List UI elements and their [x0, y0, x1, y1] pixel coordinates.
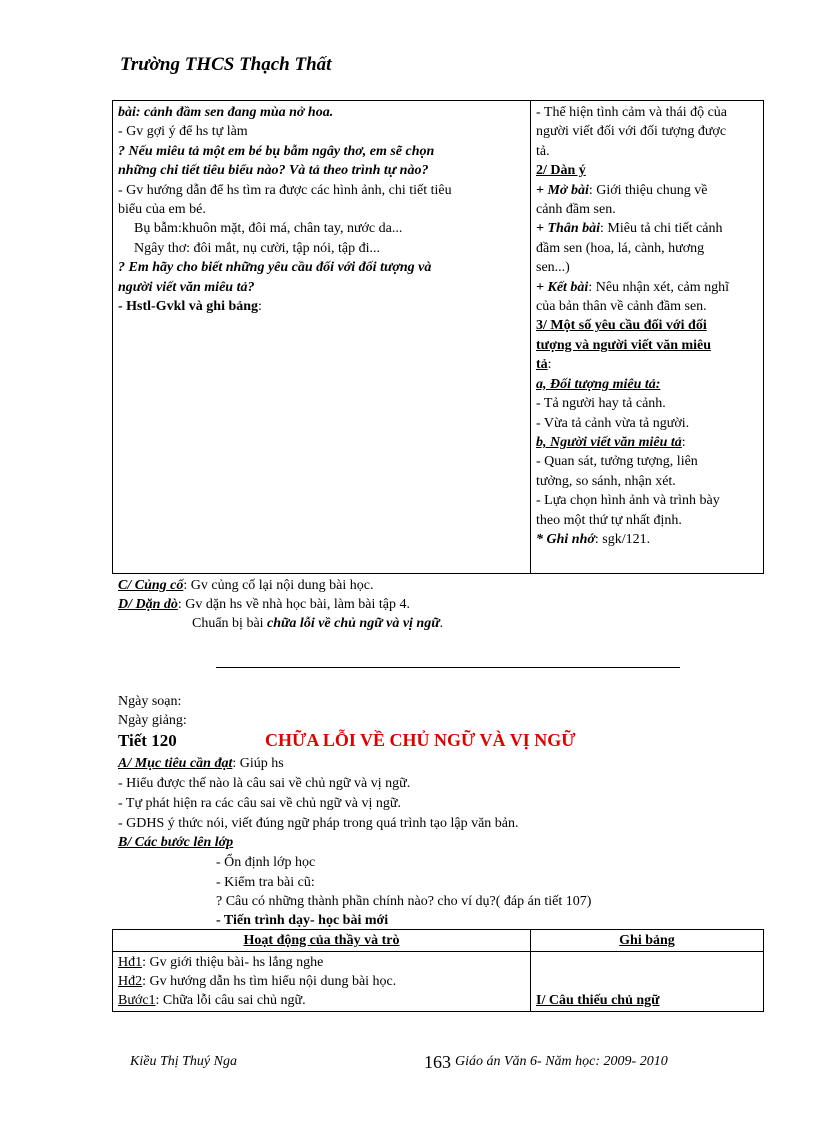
board-heading: 3/ Một số yêu cầu đối với đối: [536, 318, 707, 334]
board-line: - Tả người hay tả cảnh.: [536, 396, 666, 412]
school-name: Trường THCS Thạch Thất: [120, 54, 332, 75]
activity-line: bài: cảnh đầm sen đang mùa nở hoa.: [118, 105, 334, 120]
lesson-title: CHỮA LỖI VỀ CHỦ NGỮ VÀ VỊ NGỮ: [265, 730, 576, 750]
board-line: sen...): [536, 260, 570, 276]
steps-heading: B/ Các bước lên lớp: [118, 835, 234, 850]
document-info: Giáo án Văn 6- Năm học: 2009- 2010: [455, 1054, 668, 1069]
activity-line: biểu của em bé.: [118, 202, 206, 218]
page-number: 163: [424, 1052, 451, 1072]
board-line: theo một thứ tự nhất định.: [536, 512, 682, 528]
activity-row: Bước1: Chữa lỗi câu sai chủ ngữ.: [118, 993, 306, 1008]
board-section-heading: I/ Câu thiếu chủ ngữ: [536, 993, 660, 1008]
board-line: tả.: [536, 143, 550, 159]
board-line: đầm sen (hoa, lá, cành, hương: [536, 240, 705, 256]
activity-line: Ngây thơ: đôi mắt, nụ cười, tập nói, tập đi...: [134, 240, 380, 256]
board-line: - Lựa chọn hình ảnh và trình bày: [536, 493, 720, 509]
objectives-heading: A/ Mục tiêu cần đạt: Giúp hs: [118, 756, 284, 771]
activity-line: - Gv gợi ý để hs tự làm: [118, 124, 248, 140]
lesson-table-continued: [112, 100, 764, 574]
board-line: - Quan sát, tưởng tượng, liên: [536, 454, 698, 470]
board-subheading: a, Đối tượng miêu tả:: [536, 376, 661, 392]
table-header-activity: Hoạt động của thầy và trò: [113, 930, 531, 952]
board-line: tưởng, so sánh, nhận xét.: [536, 473, 676, 489]
objective-item: - GDHS ý thức nói, viết đúng ngữ pháp trong quá trình tạo lập văn bản.: [118, 816, 519, 831]
board-line: + Kết bài: Nêu nhận xét, cảm nghĩ: [536, 279, 730, 295]
board-line: của bản thân về cảnh đầm sen.: [536, 299, 707, 315]
activity-line: người viết văn miêu tả?: [118, 279, 255, 295]
lesson-number: Tiết 120: [118, 731, 177, 750]
activity-line: - Hstl-Gvkl và ghi bảng:: [118, 299, 262, 315]
board-line: + Thân bài: Miêu tả chi tiết cảnh: [536, 221, 723, 237]
activity-line: ? Em hãy cho biết những yêu cầu đối với đối tượng và: [118, 260, 432, 276]
step-item: - Kiểm tra bài cũ:: [216, 875, 315, 890]
board-line: * Ghi nhớ: sgk/121.: [536, 531, 651, 547]
prep-date: Ngày soạn:: [118, 694, 182, 709]
board-line: + Mở bài: Giới thiệu chung về: [536, 182, 708, 198]
consolidation-line: C/ Củng cố: Gv củng cố lại nội dung bài học.: [118, 578, 374, 593]
board-heading: tượng và người viết văn miêu: [536, 337, 712, 353]
board-subheading: b, Người viết văn miêu tả:: [536, 434, 686, 450]
objective-item: - Tự phát hiện ra các câu sai về chủ ngữ và vị ngữ.: [118, 796, 401, 811]
author-name: Kiều Thị Thuý Nga: [130, 1054, 237, 1069]
board-line: cảnh đầm sen.: [536, 202, 616, 218]
board-column: [531, 101, 764, 574]
activity-line: những chi tiết tiêu biểu nào? Và tả theo trình tự nào?: [118, 163, 429, 179]
activity-table: [112, 929, 764, 1012]
board-heading: tả:: [536, 357, 552, 373]
board-cell: [531, 952, 764, 1012]
board-line: người viết đối với đối tượng được: [536, 124, 727, 140]
step-item: - Tiến trình dạy- học bài mới: [216, 913, 389, 928]
step-item: ? Câu có những thành phần chính nào? cho ví dụ?( đáp án tiết 107): [216, 894, 592, 909]
activity-line: Bụ bẫm:khuôn mặt, đôi má, chân tay, nước da...: [134, 221, 403, 237]
section-divider: [216, 667, 680, 668]
activity-row: Hđ2: Gv hướng dẫn hs tìm hiểu nội dung bài học.: [118, 974, 397, 989]
activity-cell: [113, 952, 531, 1012]
board-heading: 2/ Dàn ý: [536, 163, 586, 179]
prepare-line: Chuẩn bị bài chữa lỗi về chủ ngữ và vị ngữ.: [192, 616, 444, 631]
activity-column: [113, 101, 531, 574]
activity-line: ? Nếu miêu tả một em bé bụ bẫm ngây thơ, em sẽ chọn: [118, 143, 435, 159]
activity-row: Hđ1: Gv giới thiệu bài- hs lắng nghe: [118, 955, 324, 970]
table-header-board: Ghi bảng: [531, 930, 764, 952]
board-line: - Vừa tả cảnh vừa tả người.: [536, 415, 690, 431]
board-line: - Thể hiện tình cảm và thái độ của: [536, 105, 728, 120]
activity-line: - Gv hướng dẫn để hs tìm ra được các hình ảnh, chi tiết tiêu: [118, 182, 452, 198]
teach-date: Ngày giảng:: [118, 713, 187, 728]
step-item: - Ổn định lớp học: [216, 855, 316, 870]
objective-item: - Hiểu được thế nào là câu sai về chủ ngữ và vị ngữ.: [118, 776, 411, 791]
homework-line: D/ Dặn dò: Gv dặn hs về nhà học bài, làm bài tập 4.: [118, 597, 411, 612]
